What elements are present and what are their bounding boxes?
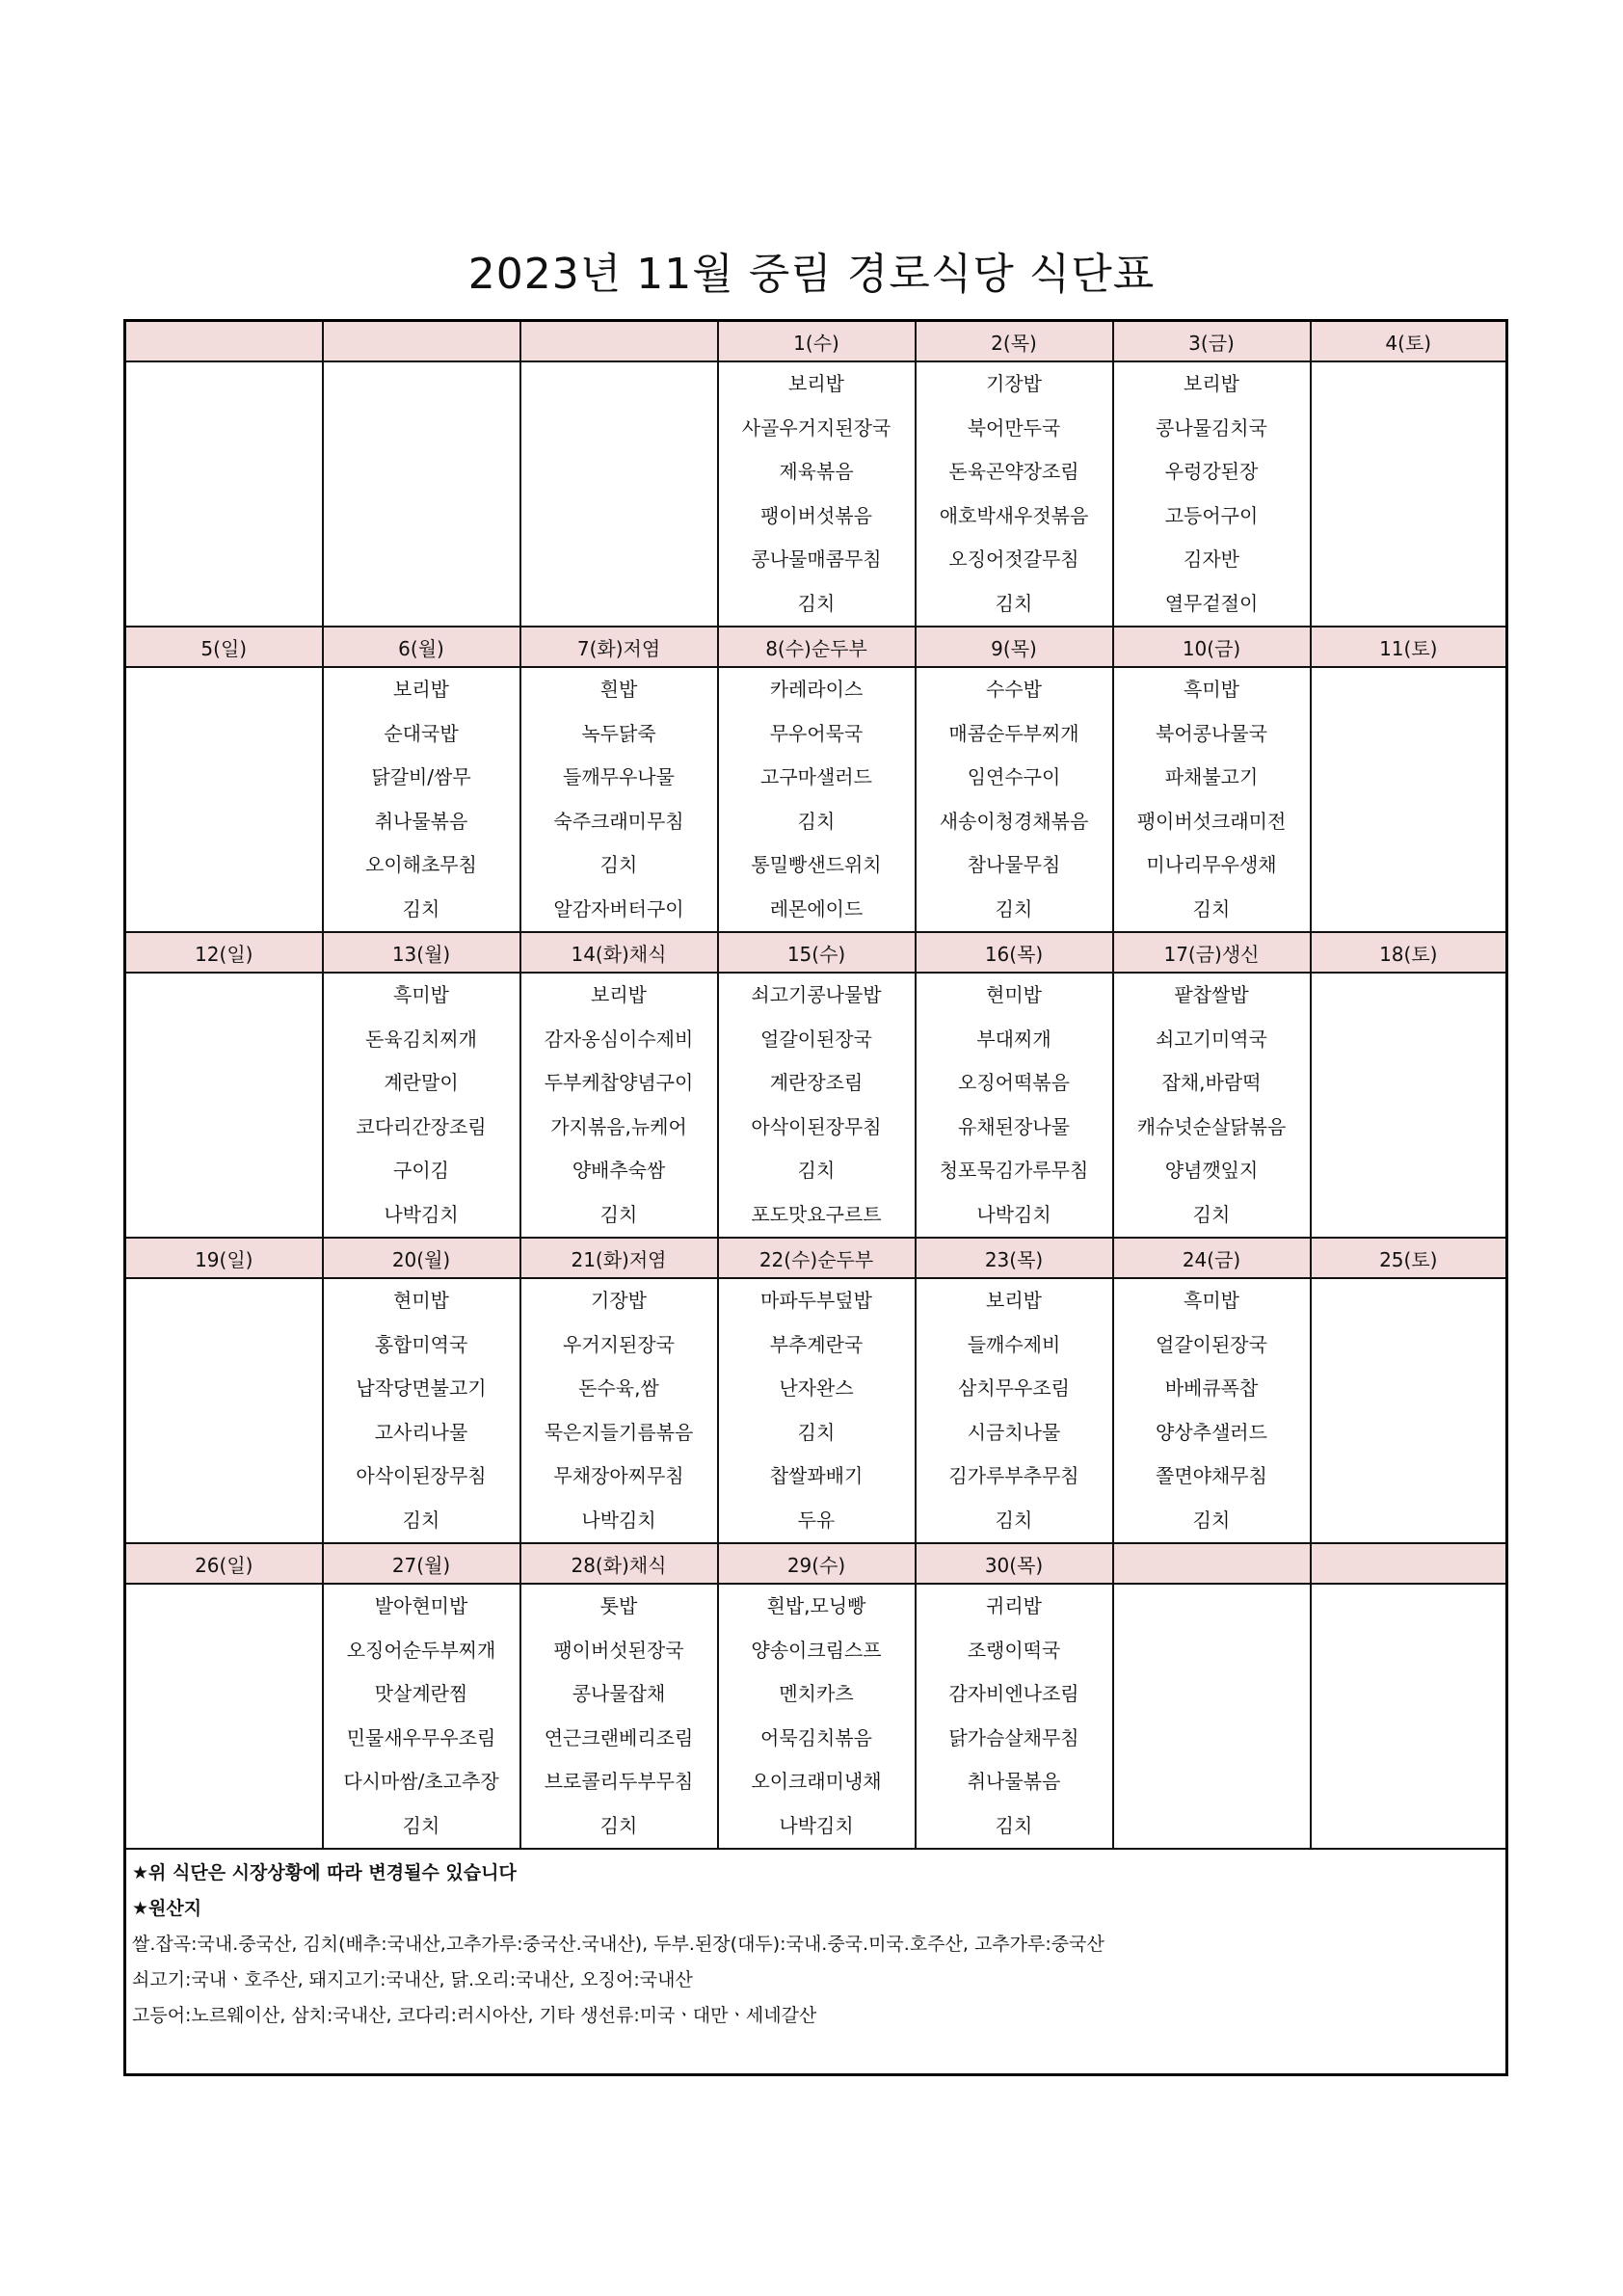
menu-item: 두부케찹양념구이 [544,1071,694,1094]
menu-item: 무우어묵국 [769,721,864,745]
menu-item: 구이김 [393,1159,449,1182]
day-label: 13(월) [323,932,520,973]
day-label: 10(금) [1113,627,1311,667]
menu-item: 바베큐폭찹 [1164,1376,1259,1400]
menu-item: 부추계란국 [769,1332,864,1356]
menu-item: 취나물볶음 [374,809,468,833]
menu-item: 두유 [797,1508,836,1532]
menu-item: 얼갈이된장국 [760,1027,872,1051]
menu-item: 흑미밥 [393,983,449,1006]
menu-item: 흑미밥 [1184,678,1239,701]
menu-item: 조랭이떡국 [967,1638,1061,1662]
menu-item: 나박김치 [581,1508,656,1532]
day-menu-cell [520,1278,718,1543]
day-menu-cell [718,361,916,627]
menu-items-row [125,1584,1507,1849]
menu-item: 무채장아찌무침 [553,1464,684,1487]
menu-item: 매콤순두부찌개 [948,721,1079,745]
day-label: 26(일) [125,1543,323,1584]
menu-item: 부대찌개 [976,1027,1051,1051]
day-label: 2(목) [916,321,1113,362]
day-menu-cell [125,973,323,1238]
day-label: 22(수)순두부 [718,1238,916,1278]
menu-item: 새송이청경채볶음 [939,809,1089,833]
menu-item: 오징어순두부찌개 [346,1638,496,1662]
day-label [520,321,718,362]
menu-item: 연근크랜베리조림 [544,1725,694,1749]
day-label: 4(토) [1311,321,1507,362]
menu-item: 고구마샐러드 [760,765,872,788]
menu-item: 아삭이된장무침 [356,1464,487,1487]
menu-item: 감자비엔나조림 [948,1682,1079,1705]
menu-item: 레몬에이드 [769,896,864,921]
day-label: 15(수) [718,932,916,973]
menu-item: 나박김치 [384,1202,459,1226]
menu-item: 숙주크래미무침 [553,809,684,833]
menu-item: 파채불고기 [1164,765,1259,788]
day-menu-cell [1311,1584,1507,1849]
menu-item: 수수밥 [986,678,1042,701]
menu-item: 알감자버터구이 [553,896,684,921]
menu-item: 닭가슴살채무침 [948,1725,1079,1749]
day-menu-cell [718,667,916,932]
day-menu-cell [1113,973,1311,1238]
menu-item: 발아현미밥 [374,1594,468,1617]
menu-item: 찹쌀꽈배기 [769,1464,864,1487]
menu-item: 청포묵김가루무침 [939,1159,1089,1182]
day-label [1113,1543,1311,1584]
menu-item: 돈육곤약장조림 [948,460,1079,483]
day-label: 29(수) [718,1543,916,1584]
menu-item: 삼치무우조림 [958,1376,1070,1400]
day-label: 18(토) [1311,932,1507,973]
page-title: 2023년 11월 중림 경로식당 식단표 [467,250,1156,299]
menu-item: 김치 [995,1813,1033,1837]
day-label: 11(토) [1311,627,1507,667]
day-menu-cell [520,667,718,932]
menu-item: 녹두닭죽 [581,721,656,745]
menu-item: 기장밥 [986,372,1042,395]
day-menu-cell [125,667,323,932]
day-label: 3(금) [1113,321,1311,362]
day-label: 16(목) [916,932,1113,973]
menu-item: 흰밥,모닝빵 [766,1594,866,1617]
menu-item: 오징어떡볶음 [958,1071,1070,1094]
menu-item: 흰밥 [599,678,638,701]
day-menu-cell [520,361,718,627]
menu-item: 어묵김치볶음 [760,1725,872,1749]
menu-item: 닭갈비/쌈무 [371,765,471,788]
menu-item: 귀리밥 [986,1594,1042,1617]
menu-item: 오이크래미냉채 [751,1770,882,1793]
menu-item: 양념깻잎지 [1164,1159,1259,1182]
menu-item: 미나리무우생채 [1146,853,1277,876]
day-menu-cell [1113,1278,1311,1543]
day-label [1311,1543,1507,1584]
menu-item: 보리밥 [788,372,844,395]
menu-item: 콩나물김치국 [1156,415,1267,440]
menu-item: 들깨무우나물 [563,765,675,788]
menu-item: 콩나물잡채 [572,1682,666,1705]
day-label: 14(화)채식 [520,932,718,973]
day-menu-cell [323,1584,520,1849]
date-header-row [125,1543,1507,1584]
menu-item: 열무겉절이 [1164,591,1259,615]
menu-item: 시금치나물 [967,1420,1061,1444]
menu-item: 김치 [1192,896,1231,921]
menu-item: 애호박새우젓볶음 [939,503,1089,527]
origin-line: 쇠고기:국내ㆍ호주산, 돼지고기:국내산, 닭.오리:국내산, 오징어:국내산 [132,1969,693,1990]
day-label: 19(일) [125,1238,323,1278]
menu-item: 통밀빵샌드위치 [751,853,882,876]
day-menu-cell [323,1278,520,1543]
menu-item: 취나물볶음 [967,1770,1061,1793]
day-label: 27(월) [323,1543,520,1584]
day-menu-cell [520,973,718,1238]
menu-item: 양상추샐러드 [1156,1420,1267,1444]
menu-item: 홍합미역국 [374,1332,468,1356]
menu-item: 오이해초무침 [365,853,477,876]
menu-item: 계란말이 [384,1071,459,1094]
menu-item: 오징어젓갈무침 [948,547,1079,571]
menu-item: 우거지된장국 [563,1332,675,1356]
date-header-row [125,932,1507,973]
menu-item: 김치 [995,1508,1033,1532]
menu-item: 얼갈이된장국 [1156,1332,1267,1356]
day-menu-cell [1311,1278,1507,1543]
day-label: 7(화)저염 [520,627,718,667]
menu-item: 우렁강된장 [1164,460,1259,483]
day-menu-cell [916,361,1113,627]
date-header-row [125,321,1507,362]
day-label: 9(목) [916,627,1113,667]
menu-item: 팽이버섯크래미전 [1136,809,1287,833]
menu-item: 순대국밥 [384,721,459,745]
day-menu-cell [323,361,520,627]
menu-item: 맛살계란찜 [374,1682,468,1705]
menu-items-row [125,973,1507,1238]
menu-item: 돈육김치찌개 [365,1027,477,1051]
menu-items-row [125,361,1507,627]
menu-item: 캐슈넛순살닭볶음 [1136,1114,1287,1138]
menu-item: 참나물무침 [967,853,1061,876]
menu-item: 김치 [797,809,836,833]
day-menu-cell [1311,973,1507,1238]
menu-item: 유채된장나물 [958,1114,1070,1138]
menu-item: 팽이버섯볶음 [760,503,872,527]
menu-item: 납작당면불고기 [356,1376,487,1400]
menu-items-row [125,1278,1507,1543]
menu-item: 현미밥 [393,1289,449,1312]
menu-item: 카레라이스 [769,678,864,701]
menu-item: 코다리간장조림 [356,1114,487,1138]
menu-item: 김치 [402,1508,440,1532]
menu-item: 흑미밥 [1184,1289,1239,1312]
menu-item: 나박김치 [976,1202,1051,1226]
menu-item: 민물새우무우조림 [346,1725,496,1749]
menu-item: 김치 [995,896,1033,921]
menu-item: 김치 [1192,1508,1231,1532]
menu-item: 김자반 [1184,547,1239,571]
menu-item: 팥찹쌀밥 [1174,983,1249,1006]
origin-line: 쌀.잡곡:국내.중국산, 김치(배추:국내산,고추가루:중국산.국내산), 두부.된장(대두):국내.중국.미국.호주산, 고추가루:중국산 [132,1934,1104,1955]
day-label: 30(목) [916,1543,1113,1584]
menu-item: 보리밥 [986,1289,1042,1312]
day-menu-cell [916,973,1113,1238]
day-menu-cell [323,667,520,932]
day-label [125,321,323,362]
menu-item: 김치 [797,1159,836,1182]
menu-item: 잡채,바람떡 [1161,1071,1262,1094]
menu-item: 김치 [402,896,440,921]
menu-item: 현미밥 [986,983,1042,1006]
day-menu-cell [718,973,916,1238]
menu-item: 김치 [599,1202,638,1226]
menu-item: 김치 [797,591,836,615]
menu-item: 기장밥 [591,1289,647,1312]
menu-item: 북어만두국 [967,415,1061,440]
menu-item: 감자옹심이수제비 [544,1027,694,1051]
date-header-row [125,627,1507,667]
menu-item: 쇠고기미역국 [1156,1027,1267,1051]
day-menu-cell [1113,667,1311,932]
day-menu-cell [125,361,323,627]
menu-item: 고등어구이 [1164,503,1259,527]
day-label: 20(월) [323,1238,520,1278]
day-menu-cell [916,667,1113,932]
day-label: 6(월) [323,627,520,667]
day-label: 24(금) [1113,1238,1311,1278]
menu-item: 김치 [402,1813,440,1837]
menu-item: 다시마쌈/초고추장 [343,1770,499,1793]
menu-item: 마파두부덮밥 [760,1289,872,1312]
menu-item: 김치 [1192,1202,1231,1226]
menu-item: 콩나물매콤무침 [751,547,882,571]
menu-item: 북어콩나물국 [1156,721,1267,745]
menu-item: 고사리나물 [374,1420,468,1444]
menu-item: 김치 [995,591,1033,615]
menu-item: 보리밥 [393,678,449,701]
menu-item: 계란장조림 [769,1071,864,1094]
day-label: 17(금)생신 [1113,932,1311,973]
menu-item: 양송이크림스프 [751,1638,882,1662]
menu-item: 김치 [599,1813,638,1837]
date-header-row [125,1238,1507,1278]
menu-item: 쫄면야채무침 [1156,1464,1267,1487]
day-label: 8(수)순두부 [718,627,916,667]
day-label: 5(일) [125,627,323,667]
day-menu-cell [1113,1584,1311,1849]
menu-item: 김치 [599,853,638,876]
day-menu-cell [718,1584,916,1849]
day-menu-cell [916,1584,1113,1849]
day-menu-cell [125,1278,323,1543]
menu-items-row [125,667,1507,932]
day-label: 23(목) [916,1238,1113,1278]
day-label: 12(일) [125,932,323,973]
origin-line: 고등어:노르웨이산, 삼치:국내산, 코다리:러시아산, 기타 생선류:미국ㆍ대만ㆍ세네갈산 [132,2005,817,2026]
menu-item: 돈수육,쌈 [578,1376,659,1400]
menu-item: 브로콜리두부무침 [544,1770,694,1793]
menu-item: 제육볶음 [779,460,854,483]
menu-item: 양배추숙쌈 [572,1159,666,1182]
day-menu-cell [125,1584,323,1849]
menu-item: 김가루부추무침 [948,1464,1079,1487]
day-label: 28(화)채식 [520,1543,718,1584]
notice-text: ★위 식단은 시장상황에 따라 변경될수 있습니다 [132,1862,517,1883]
menu-item: 나박김치 [779,1813,854,1837]
day-menu-cell [1311,361,1507,627]
day-label: 25(토) [1311,1238,1507,1278]
menu-item: 쇠고기콩나물밥 [751,983,882,1006]
day-label [323,321,520,362]
menu-item: 묵은지들기름볶음 [544,1420,694,1444]
day-menu-cell [1311,667,1507,932]
menu-item: 보리밥 [591,983,647,1006]
day-label: 21(화)저염 [520,1238,718,1278]
menu-item: 보리밥 [1184,372,1239,395]
day-menu-cell [718,1278,916,1543]
menu-item: 사골우거지된장국 [741,415,891,440]
menu-item: 김치 [797,1420,836,1444]
menu-item: 임연수구이 [967,765,1061,788]
day-menu-cell [323,973,520,1238]
menu-item: 포도맛요구르트 [751,1202,882,1226]
menu-item: 들깨수제비 [967,1332,1061,1356]
menu-item: 멘치카츠 [779,1682,854,1705]
menu-item: 팽이버섯된장국 [553,1638,684,1662]
day-menu-cell [1113,361,1311,627]
menu-item: 가지볶음,뉴케어 [550,1114,687,1138]
menu-table [123,319,1508,2076]
origin-title: ★원산지 [132,1898,202,1919]
menu-item: 아삭이된장무침 [751,1114,882,1138]
menu-item: 난자완스 [779,1376,854,1400]
notes-cell [125,1849,1507,2075]
menu-item: 톳밥 [599,1594,638,1617]
day-menu-cell [520,1584,718,1849]
day-menu-cell [916,1278,1113,1543]
day-label: 1(수) [718,321,916,362]
